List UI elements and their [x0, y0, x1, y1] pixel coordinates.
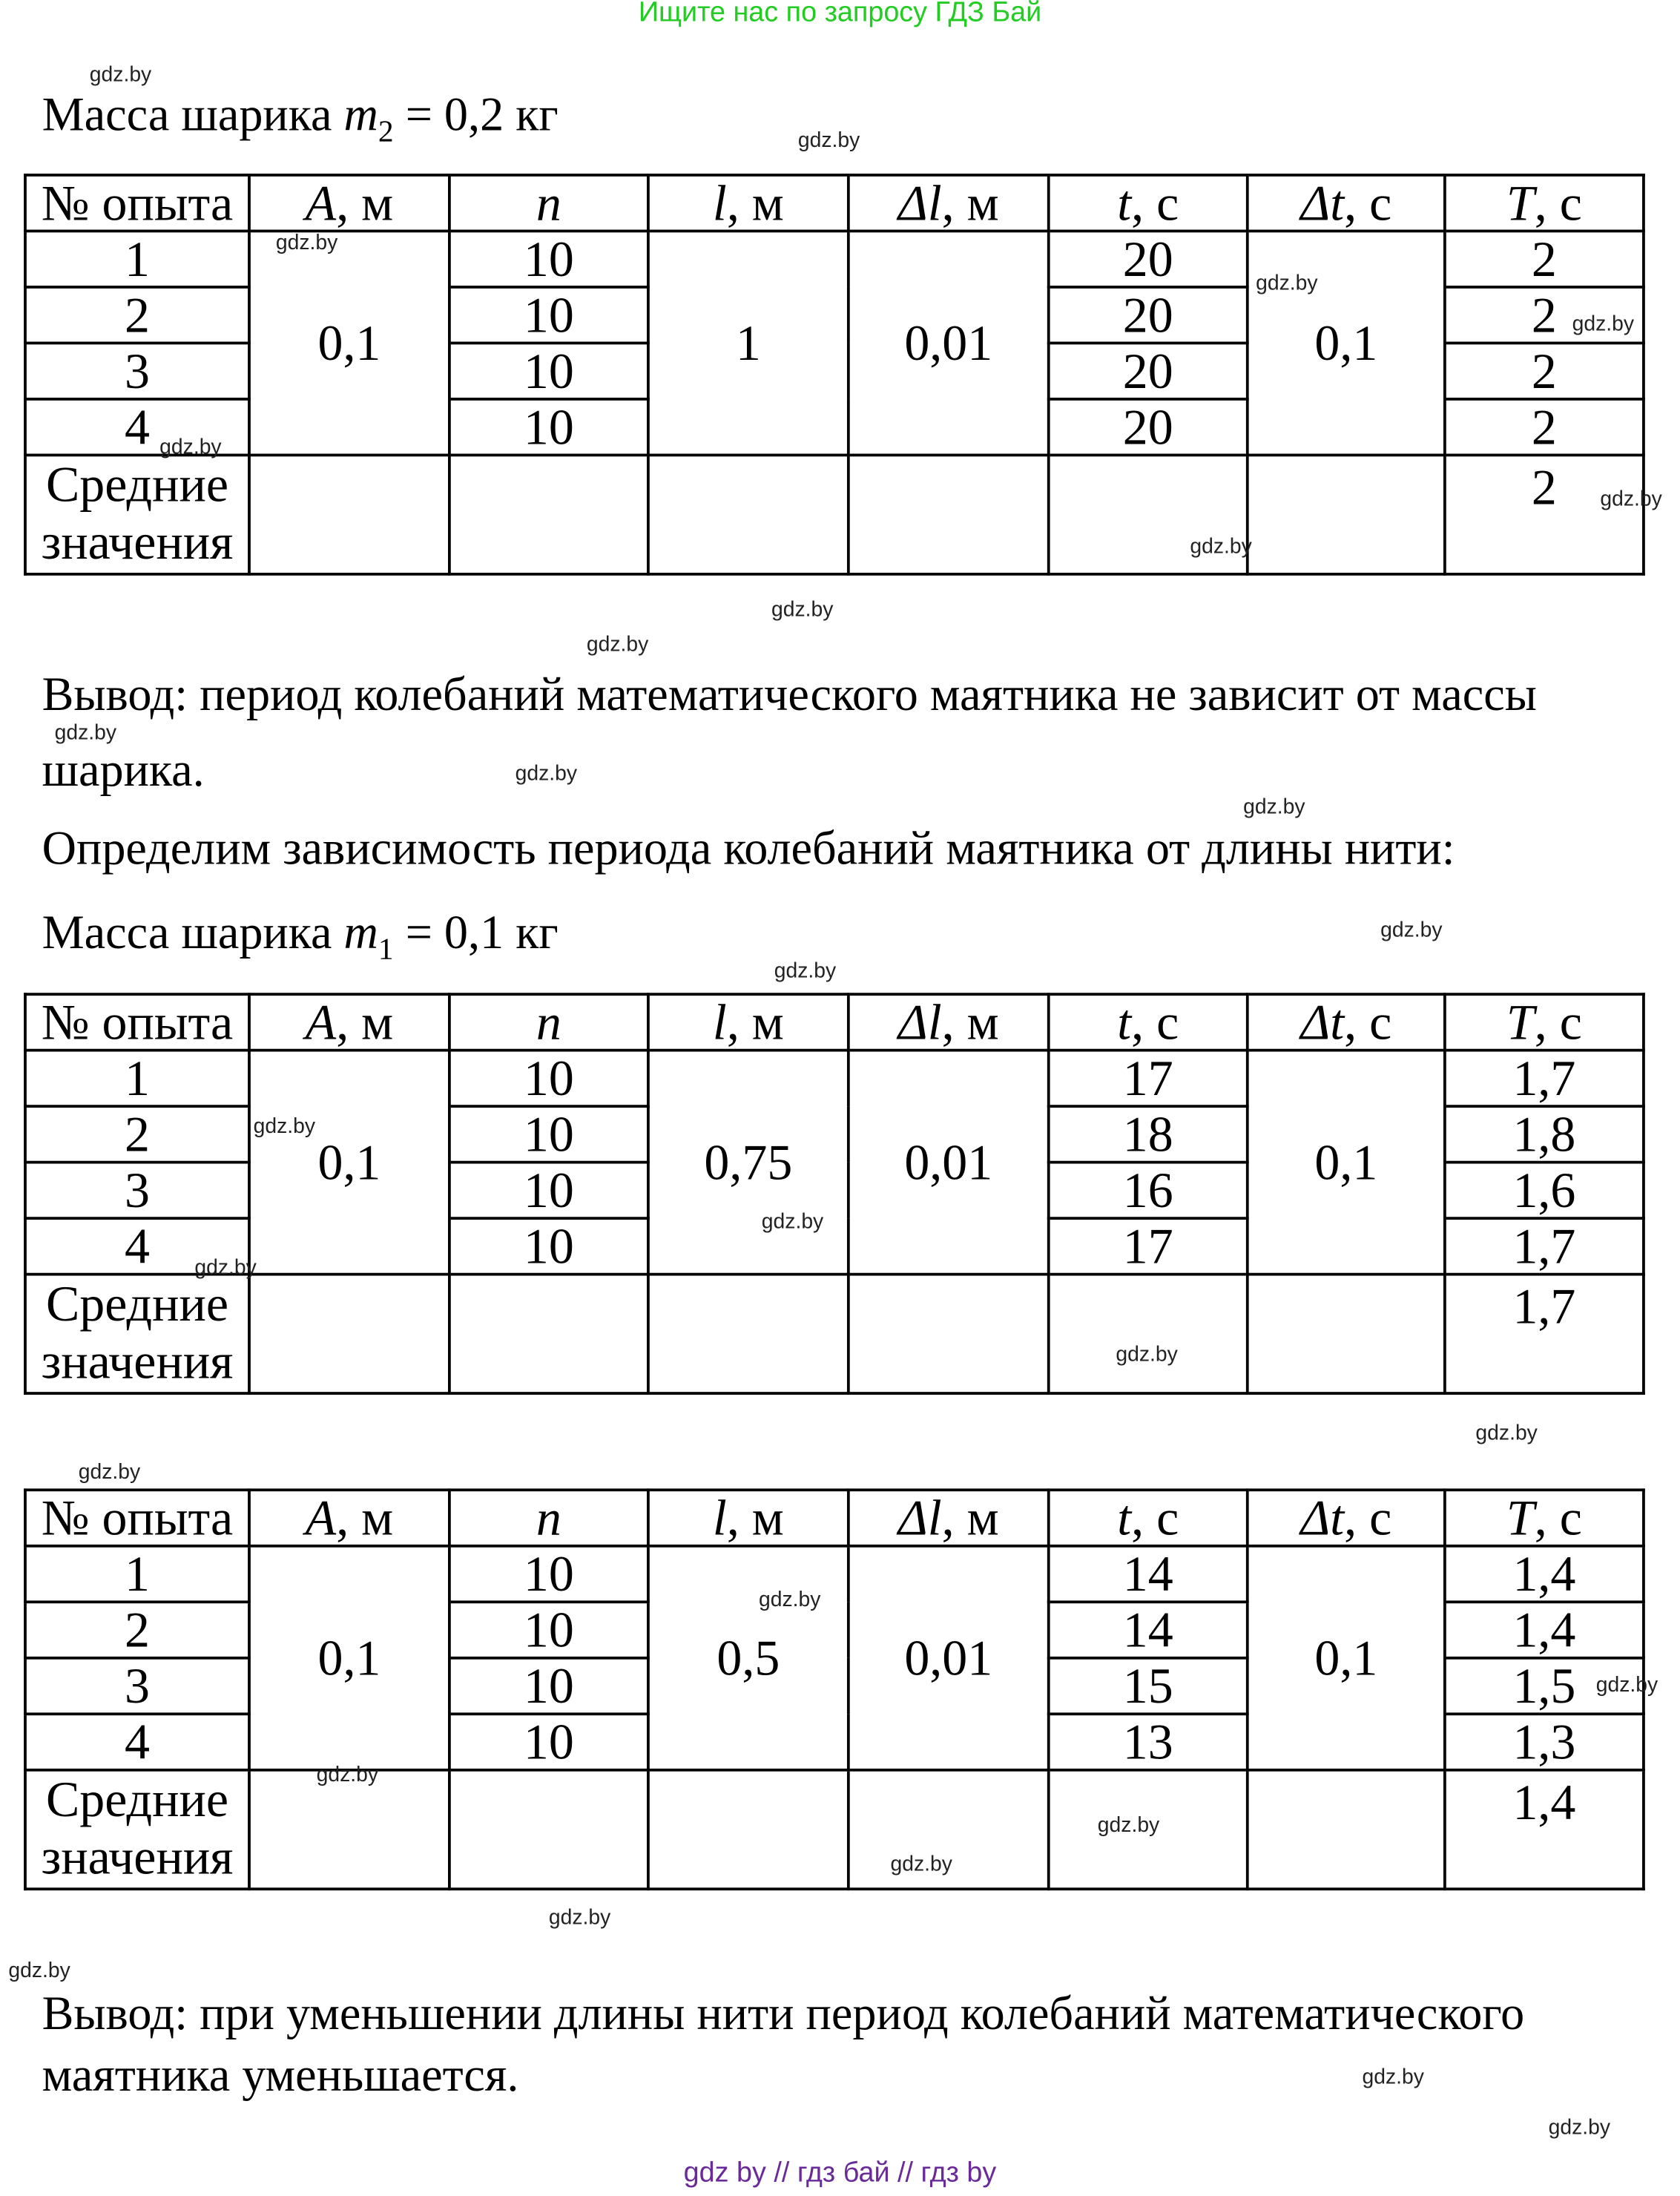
- experiment-number: 1: [25, 1051, 249, 1107]
- header-symbol: t: [1117, 174, 1132, 231]
- header-row: [25, 1490, 1644, 1546]
- header-row: [25, 994, 1644, 1051]
- column-header: [25, 175, 249, 231]
- watermark: gdz.by: [1595, 1673, 1658, 1697]
- header-symbol: t: [1117, 1490, 1132, 1546]
- mass-2-line: [42, 89, 559, 148]
- length-cell: 1: [648, 231, 849, 455]
- experiment-number: 1: [25, 231, 249, 287]
- period-average: 1,7: [1445, 1275, 1644, 1393]
- oscillations-count: 10: [449, 1163, 648, 1219]
- header-row: [25, 175, 1644, 231]
- header-symbol: Δl: [897, 994, 942, 1051]
- search-banner[interactable]: Ищите нас по запросу ГДЗ Бай: [638, 0, 1042, 28]
- column-header: [1049, 994, 1248, 1051]
- experiment-number: 2: [25, 1106, 249, 1163]
- time-error-cell: 0,1: [1248, 231, 1445, 455]
- empty-average-cell: [648, 1770, 849, 1889]
- period-cell: 2: [1445, 231, 1644, 287]
- mass-value: = 0,2 кг: [393, 89, 559, 142]
- column-header: [449, 994, 648, 1051]
- column-header: [1445, 1490, 1644, 1546]
- header-symbol: l: [712, 174, 727, 231]
- watermark: gdz.by: [1116, 1343, 1178, 1367]
- watermark: gdz.by: [159, 435, 222, 460]
- header-symbol: Δl: [897, 174, 942, 231]
- watermark: gdz.by: [890, 1853, 952, 1877]
- oscillations-count: 10: [449, 1602, 648, 1658]
- time-cell: 14: [1049, 1602, 1248, 1658]
- header-unit: , с: [1344, 174, 1392, 231]
- oscillations-count: 10: [449, 1714, 648, 1770]
- oscillations-count: 10: [449, 343, 648, 399]
- header-symbol: T: [1506, 1490, 1535, 1546]
- watermark: gdz.by: [515, 761, 578, 786]
- empty-average-cell: [1248, 1275, 1445, 1393]
- column-header: [849, 994, 1049, 1051]
- header-symbol: n: [536, 1490, 561, 1546]
- column-header: [1049, 1490, 1248, 1546]
- amplitude-cell: 0,1: [249, 1546, 449, 1770]
- table-mass-2: [24, 174, 1645, 575]
- header-unit: , с: [1534, 994, 1582, 1051]
- empty-average-cell: [648, 455, 849, 573]
- header-unit: , с: [1344, 1490, 1392, 1546]
- period-cell: 2: [1445, 399, 1644, 456]
- header-unit: , м: [941, 174, 999, 231]
- mass-label: Масса шарика: [42, 907, 344, 959]
- column-header: [648, 1490, 849, 1546]
- time-cell: 20: [1049, 231, 1248, 287]
- watermark: gdz.by: [253, 1114, 316, 1139]
- header-symbol: l: [712, 994, 727, 1051]
- watermark: gdz.by: [1380, 918, 1443, 943]
- amplitude-cell: 0,1: [249, 1051, 449, 1275]
- conclusion-2-line-1: Вывод: при уменьшении длины нити период колебаний математического: [42, 1988, 1525, 2041]
- header-symbol: l: [712, 1490, 727, 1546]
- time-cell: 18: [1049, 1106, 1248, 1163]
- table-length-075: [24, 993, 1645, 1394]
- time-cell: 17: [1049, 1218, 1248, 1275]
- watermark: gdz.by: [1097, 1813, 1160, 1838]
- header-symbol: A: [305, 1490, 337, 1546]
- header-symbol: Δt: [1300, 994, 1345, 1051]
- period-cell: 1,7: [1445, 1218, 1644, 1275]
- empty-average-cell: [1049, 1275, 1248, 1393]
- period-average: 2: [1445, 455, 1644, 573]
- header-unit: , м: [726, 1490, 784, 1546]
- experiment-number: 4: [25, 399, 249, 456]
- experiment-number: 2: [25, 1602, 249, 1658]
- oscillations-count: 10: [449, 1051, 648, 1107]
- watermark: gdz.by: [1243, 795, 1305, 820]
- period-cell: 1,4: [1445, 1546, 1644, 1602]
- column-header: [648, 175, 849, 231]
- header-unit: , м: [336, 174, 394, 231]
- watermark: gdz.by: [548, 1905, 611, 1930]
- time-cell: 20: [1049, 399, 1248, 456]
- period-cell: 1,4: [1445, 1602, 1644, 1658]
- period-cell: 2: [1445, 287, 1644, 343]
- watermark: gdz.by: [761, 1209, 824, 1234]
- mass-symbol: m: [343, 907, 378, 959]
- mass-value: = 0,1 кг: [393, 907, 559, 959]
- time-cell: 20: [1049, 343, 1248, 399]
- oscillations-count: 10: [449, 1106, 648, 1163]
- header-symbol: A: [305, 994, 337, 1051]
- watermark: gdz.by: [8, 1959, 70, 1983]
- mass-subscript: 1: [378, 930, 394, 966]
- column-header: [1049, 175, 1248, 231]
- column-header: [249, 994, 449, 1051]
- averages-row: [25, 1770, 1644, 1889]
- watermark: gdz.by: [316, 1763, 379, 1787]
- experiment-number: 4: [25, 1714, 249, 1770]
- column-header: [648, 994, 849, 1051]
- length-cell: 0,5: [648, 1546, 849, 1770]
- header-symbol: Δt: [1300, 1490, 1345, 1546]
- watermark: gdz.by: [797, 128, 860, 153]
- time-error-cell: 0,1: [1248, 1051, 1445, 1275]
- watermark: gdz.by: [1475, 1421, 1538, 1445]
- averages-label: Средние значения: [25, 1770, 249, 1889]
- period-cell: 1,7: [1445, 1051, 1644, 1107]
- table-row: [25, 231, 1644, 287]
- footer-links[interactable]: gdz by // гдз бай // гдз by: [683, 2157, 997, 2189]
- table-length-05: [24, 1488, 1645, 1890]
- oscillations-count: 10: [449, 1218, 648, 1275]
- intro-length-dependence: Определим зависимость периода колебаний маятника от длины нити:: [42, 823, 1455, 875]
- conclusion-1-line-1: Вывод: период колебаний математического маятника не зависит от массы: [42, 669, 1537, 722]
- averages-row: [25, 1275, 1644, 1393]
- empty-average-cell: [449, 455, 648, 573]
- watermark: gdz.by: [586, 633, 649, 657]
- column-header: [449, 175, 648, 231]
- watermark: gdz.by: [89, 62, 152, 88]
- oscillations-count: 10: [449, 1546, 648, 1602]
- column-header: [1445, 994, 1644, 1051]
- experiment-number: 2: [25, 287, 249, 343]
- time-cell: 16: [1049, 1163, 1248, 1219]
- header-unit: , с: [1534, 174, 1582, 231]
- empty-average-cell: [249, 1770, 449, 1889]
- header-symbol: T: [1506, 174, 1535, 231]
- header-unit: , м: [726, 174, 784, 231]
- watermark: gdz.by: [54, 721, 117, 746]
- table-row: [25, 1051, 1644, 1107]
- header-unit: , с: [1131, 1490, 1179, 1546]
- watermark: gdz.by: [1190, 535, 1252, 559]
- header-unit: , м: [941, 994, 999, 1051]
- empty-average-cell: [849, 1275, 1049, 1393]
- header-symbol: n: [536, 174, 561, 231]
- experiment-number: 3: [25, 1163, 249, 1219]
- period-cell: 1,5: [1445, 1658, 1644, 1715]
- header-unit: , с: [1131, 994, 1179, 1051]
- oscillations-count: 10: [449, 287, 648, 343]
- header-symbol: Δt: [1300, 174, 1345, 231]
- mass-subscript: 2: [378, 113, 394, 148]
- experiment-number: 4: [25, 1218, 249, 1275]
- watermark: gdz.by: [275, 231, 338, 255]
- period-cell: 1,8: [1445, 1106, 1644, 1163]
- time-cell: 14: [1049, 1546, 1248, 1602]
- empty-average-cell: [249, 1275, 449, 1393]
- header-symbol: n: [536, 994, 561, 1051]
- header-unit: № опыта: [41, 994, 234, 1051]
- header-symbol: Δl: [897, 1490, 942, 1546]
- table-row: [25, 1546, 1644, 1602]
- length-cell: 0,75: [648, 1051, 849, 1275]
- period-cell: 1,3: [1445, 1714, 1644, 1770]
- header-unit: , м: [336, 1490, 394, 1546]
- oscillations-count: 10: [449, 399, 648, 456]
- oscillations-count: 10: [449, 231, 648, 287]
- watermark: gdz.by: [1572, 312, 1635, 336]
- conclusion-2-line-2: маятника уменьшается.: [42, 2050, 519, 2103]
- mass-1-line: [42, 907, 559, 966]
- watermark: gdz.by: [1256, 272, 1318, 296]
- empty-average-cell: [849, 455, 1049, 573]
- averages-label: Средние значения: [25, 455, 249, 573]
- watermark: gdz.by: [774, 959, 837, 984]
- empty-average-cell: [648, 1275, 849, 1393]
- header-symbol: A: [305, 174, 337, 231]
- column-header: [849, 1490, 1049, 1546]
- column-header: [249, 1490, 449, 1546]
- conclusion-1-line-2: шарика.: [42, 745, 205, 797]
- empty-average-cell: [449, 1770, 648, 1889]
- column-header: [1248, 175, 1445, 231]
- length-error-cell: 0,01: [849, 1546, 1049, 1770]
- empty-average-cell: [249, 455, 449, 573]
- header-unit: № опыта: [41, 1490, 234, 1546]
- column-header: [1248, 994, 1445, 1051]
- watermark: gdz.by: [1548, 2116, 1611, 2140]
- time-cell: 13: [1049, 1714, 1248, 1770]
- time-error-cell: 0,1: [1248, 1546, 1445, 1770]
- column-header: [25, 1490, 249, 1546]
- averages-label: Средние значения: [25, 1275, 249, 1393]
- header-symbol: T: [1506, 994, 1535, 1051]
- column-header: [1445, 175, 1644, 231]
- column-header: [25, 994, 249, 1051]
- experiment-number: 1: [25, 1546, 249, 1602]
- mass-symbol: m: [343, 89, 378, 142]
- empty-average-cell: [449, 1275, 648, 1393]
- watermark: gdz.by: [759, 1588, 821, 1612]
- length-error-cell: 0,01: [849, 231, 1049, 455]
- empty-average-cell: [1248, 455, 1445, 573]
- header-symbol: t: [1117, 994, 1132, 1051]
- time-cell: 20: [1049, 287, 1248, 343]
- header-unit: , м: [336, 994, 394, 1051]
- header-unit: , с: [1131, 174, 1179, 231]
- length-error-cell: 0,01: [849, 1051, 1049, 1275]
- watermark: gdz.by: [1362, 2065, 1424, 2090]
- averages-row: [25, 455, 1644, 573]
- empty-average-cell: [1248, 1770, 1445, 1889]
- header-unit: , м: [941, 1490, 999, 1546]
- period-cell: 2: [1445, 343, 1644, 399]
- header-unit: № опыта: [41, 174, 234, 231]
- watermark: gdz.by: [1600, 487, 1662, 511]
- amplitude-cell: 0,1: [249, 231, 449, 455]
- period-cell: 1,6: [1445, 1163, 1644, 1219]
- column-header: [1248, 1490, 1445, 1546]
- watermark: gdz.by: [771, 597, 834, 622]
- column-header: [249, 175, 449, 231]
- column-header: [849, 175, 1049, 231]
- mass-label: Масса шарика: [42, 89, 344, 142]
- experiment-number: 3: [25, 1658, 249, 1715]
- time-cell: 15: [1049, 1658, 1248, 1715]
- experiment-number: 3: [25, 343, 249, 399]
- column-header: [449, 1490, 648, 1546]
- oscillations-count: 10: [449, 1658, 648, 1715]
- watermark: gdz.by: [78, 1460, 141, 1485]
- header-unit: , м: [726, 994, 784, 1051]
- header-unit: , с: [1344, 994, 1392, 1051]
- period-average: 1,4: [1445, 1770, 1644, 1889]
- time-cell: 17: [1049, 1051, 1248, 1107]
- watermark: gdz.by: [194, 1256, 257, 1281]
- header-unit: , с: [1534, 1490, 1582, 1546]
